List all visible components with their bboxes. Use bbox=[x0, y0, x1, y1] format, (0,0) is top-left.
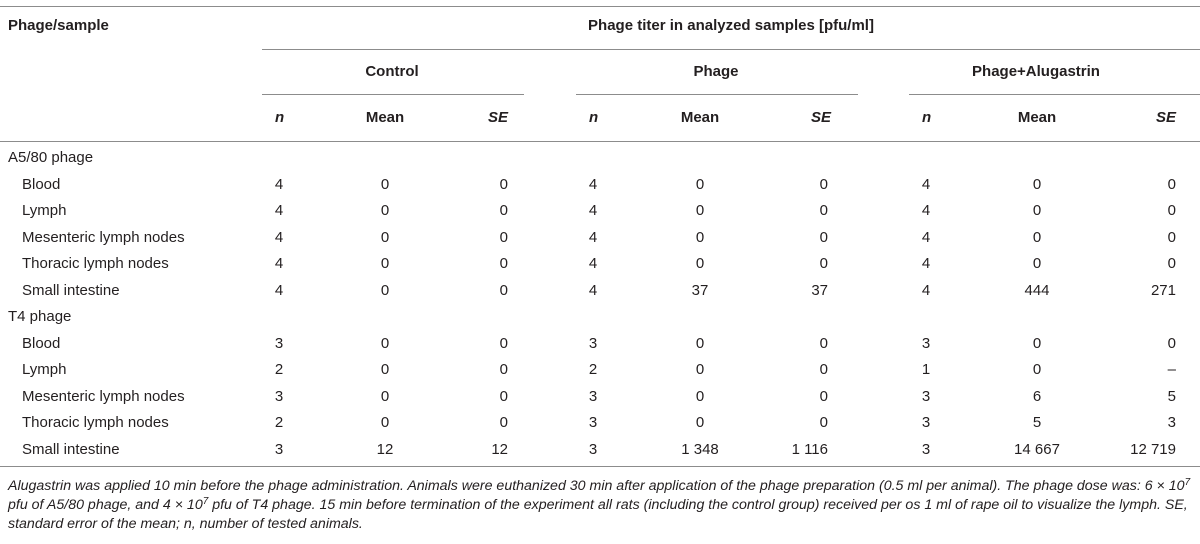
subheader-se: SE bbox=[810, 109, 831, 126]
subheader-n: n bbox=[275, 109, 285, 126]
table-cell: 4 bbox=[274, 176, 284, 193]
table-cell: 0 bbox=[380, 414, 390, 431]
table-cell: 5 bbox=[1032, 414, 1042, 431]
table-cell: 271 bbox=[1150, 282, 1176, 299]
table-cell: 3 bbox=[921, 388, 931, 405]
footnote-exponent: 7 bbox=[1184, 477, 1191, 488]
table-cell: 444 bbox=[1024, 282, 1050, 299]
table-cell: 0 bbox=[499, 229, 508, 246]
subheader-n: n bbox=[922, 109, 932, 126]
span-title: Phage titer in analyzed samples [pfu/ml] bbox=[588, 17, 874, 34]
row-sample-label: Mesenteric lymph nodes bbox=[22, 388, 185, 405]
footnote-text: pfu of A5/80 phage, and 4 × 10 bbox=[8, 497, 203, 513]
table-cell: 4 bbox=[274, 202, 284, 219]
table-cell: 0 bbox=[819, 361, 828, 378]
phage-alugastrin-group-underline bbox=[909, 94, 1200, 95]
table-cell: 1 348 bbox=[681, 441, 719, 458]
table-cell: 0 bbox=[819, 202, 828, 219]
table-cell: 0 bbox=[499, 388, 508, 405]
footnote-exponent: 7 bbox=[202, 496, 209, 507]
table-cell: 0 bbox=[695, 202, 705, 219]
table-cell: 0 bbox=[380, 255, 390, 272]
table-cell: 3 bbox=[1167, 414, 1176, 431]
table-cell: 4 bbox=[588, 176, 598, 193]
table-cell: 0 bbox=[380, 388, 390, 405]
table-cell: 3 bbox=[274, 388, 284, 405]
table-cell: 4 bbox=[274, 229, 284, 246]
table-cell: 0 bbox=[695, 361, 705, 378]
table-cell: 4 bbox=[921, 255, 931, 272]
control-group-underline bbox=[262, 94, 524, 95]
table-cell: 4 bbox=[588, 202, 598, 219]
table-cell: 0 bbox=[499, 414, 508, 431]
table-cell: 0 bbox=[819, 255, 828, 272]
group-header-phage: Phage bbox=[693, 63, 739, 80]
footnote-text: pfu of T4 phage. 15 min before termination of the experiment all rats (including the control group) received per os 1 ml of rape oil to visualize the lymph. SE, standard error of the mean; n, number of tested animals. bbox=[8, 497, 1188, 532]
table-cell: 0 bbox=[819, 229, 828, 246]
table-cell: 0 bbox=[380, 282, 390, 299]
table-cell: 3 bbox=[921, 335, 931, 352]
table-cell: 0 bbox=[819, 414, 828, 431]
section-title: T4 phage bbox=[8, 308, 72, 325]
table-cell: 3 bbox=[588, 414, 598, 431]
table-cell: 14 667 bbox=[1014, 441, 1060, 458]
table-cell: 0 bbox=[1167, 229, 1176, 246]
table-cell: 3 bbox=[588, 335, 598, 352]
table-cell: 12 719 bbox=[1130, 441, 1176, 458]
table-cell: 0 bbox=[499, 176, 508, 193]
table-cell: 0 bbox=[695, 388, 705, 405]
table-cell: 0 bbox=[695, 176, 705, 193]
table-cell: 2 bbox=[274, 361, 284, 378]
row-header: Phage/sample bbox=[8, 17, 109, 34]
table-cell: 4 bbox=[588, 255, 598, 272]
table-cell: 0 bbox=[819, 335, 828, 352]
row-sample-label: Lymph bbox=[22, 361, 67, 378]
table-cell: 0 bbox=[695, 229, 705, 246]
table-cell: 0 bbox=[1167, 176, 1176, 193]
row-sample-label: Thoracic lymph nodes bbox=[22, 255, 169, 272]
table-cell: 0 bbox=[380, 361, 390, 378]
table-cell: – bbox=[1167, 361, 1176, 378]
row-sample-label: Thoracic lymph nodes bbox=[22, 414, 169, 431]
table-cell: 0 bbox=[1032, 335, 1042, 352]
table-cell: 0 bbox=[1167, 255, 1176, 272]
table-cell: 0 bbox=[1167, 202, 1176, 219]
subheader-mean: Mean bbox=[365, 109, 405, 126]
table-cell: 12 bbox=[491, 441, 508, 458]
table-cell: 0 bbox=[819, 388, 828, 405]
table-cell: 3 bbox=[588, 388, 598, 405]
table-cell: 0 bbox=[695, 414, 705, 431]
row-sample-label: Small intestine bbox=[22, 441, 120, 458]
table-cell: 4 bbox=[921, 282, 931, 299]
header-bottom-rule bbox=[0, 141, 1200, 142]
table-cell: 3 bbox=[274, 441, 284, 458]
table-cell: 5 bbox=[1167, 388, 1176, 405]
table-cell: 37 bbox=[691, 282, 709, 299]
group-header-phage-alugastrin: Phage+Alugastrin bbox=[972, 63, 1100, 80]
table-cell: 0 bbox=[695, 335, 705, 352]
table-cell: 3 bbox=[921, 441, 931, 458]
table-cell: 1 bbox=[921, 361, 931, 378]
group-header-control: Control bbox=[365, 63, 419, 80]
table-bottom-rule bbox=[0, 466, 1200, 467]
table-cell: 0 bbox=[819, 176, 828, 193]
table-cell: 4 bbox=[274, 282, 284, 299]
table-cell: 0 bbox=[499, 282, 508, 299]
subheader-mean: Mean bbox=[1017, 109, 1057, 126]
row-sample-label: Blood bbox=[22, 335, 61, 352]
table-cell: 4 bbox=[921, 202, 931, 219]
table-cell: 0 bbox=[380, 229, 390, 246]
table-cell: 0 bbox=[499, 335, 508, 352]
section-title: A5/80 phage bbox=[8, 149, 94, 166]
row-sample-label: Mesenteric lymph nodes bbox=[22, 229, 185, 246]
table-cell: 3 bbox=[274, 335, 284, 352]
table-cell: 0 bbox=[1032, 176, 1042, 193]
subheader-mean: Mean bbox=[680, 109, 720, 126]
phage-group-underline bbox=[576, 94, 858, 95]
table-cell: 3 bbox=[921, 414, 931, 431]
table-cell: 4 bbox=[588, 229, 598, 246]
subheader-se: SE bbox=[487, 109, 508, 126]
footnote-text: Alugastrin was applied 10 min before the phage administration. Animals were euthanized 30 min after application of the phage preparation (0.5 ml per animal). The phage dose was: 6 × 10 bbox=[8, 478, 1185, 494]
table-cell: 0 bbox=[1032, 255, 1042, 272]
table-cell: 4 bbox=[921, 229, 931, 246]
table-footnote bbox=[8, 477, 1194, 534]
table-cell: 0 bbox=[1032, 229, 1042, 246]
table-cell: 0 bbox=[380, 176, 390, 193]
row-sample-label: Small intestine bbox=[22, 282, 120, 299]
row-sample-label: Blood bbox=[22, 176, 61, 193]
table-cell: 3 bbox=[588, 441, 598, 458]
table-cell: 2 bbox=[588, 361, 598, 378]
span-title-underline bbox=[262, 49, 1200, 50]
table-cell: 4 bbox=[274, 255, 284, 272]
table-cell: 0 bbox=[380, 335, 390, 352]
top-rule bbox=[0, 6, 1200, 7]
subheader-se: SE bbox=[1155, 109, 1176, 126]
table-cell: 4 bbox=[588, 282, 598, 299]
table-cell: 12 bbox=[376, 441, 394, 458]
table-cell: 6 bbox=[1032, 388, 1042, 405]
table-cell: 0 bbox=[695, 255, 705, 272]
table-cell: 4 bbox=[921, 176, 931, 193]
table-cell: 1 116 bbox=[791, 441, 828, 458]
table-cell: 0 bbox=[499, 255, 508, 272]
table-cell: 0 bbox=[1032, 202, 1042, 219]
table-cell: 0 bbox=[499, 202, 508, 219]
table-cell: 0 bbox=[380, 202, 390, 219]
row-sample-label: Lymph bbox=[22, 202, 67, 219]
subheader-n: n bbox=[589, 109, 599, 126]
table-cell: 0 bbox=[1167, 335, 1176, 352]
table-cell: 37 bbox=[811, 282, 828, 299]
table-cell: 0 bbox=[1032, 361, 1042, 378]
table-cell: 2 bbox=[274, 414, 284, 431]
table-cell: 0 bbox=[499, 361, 508, 378]
